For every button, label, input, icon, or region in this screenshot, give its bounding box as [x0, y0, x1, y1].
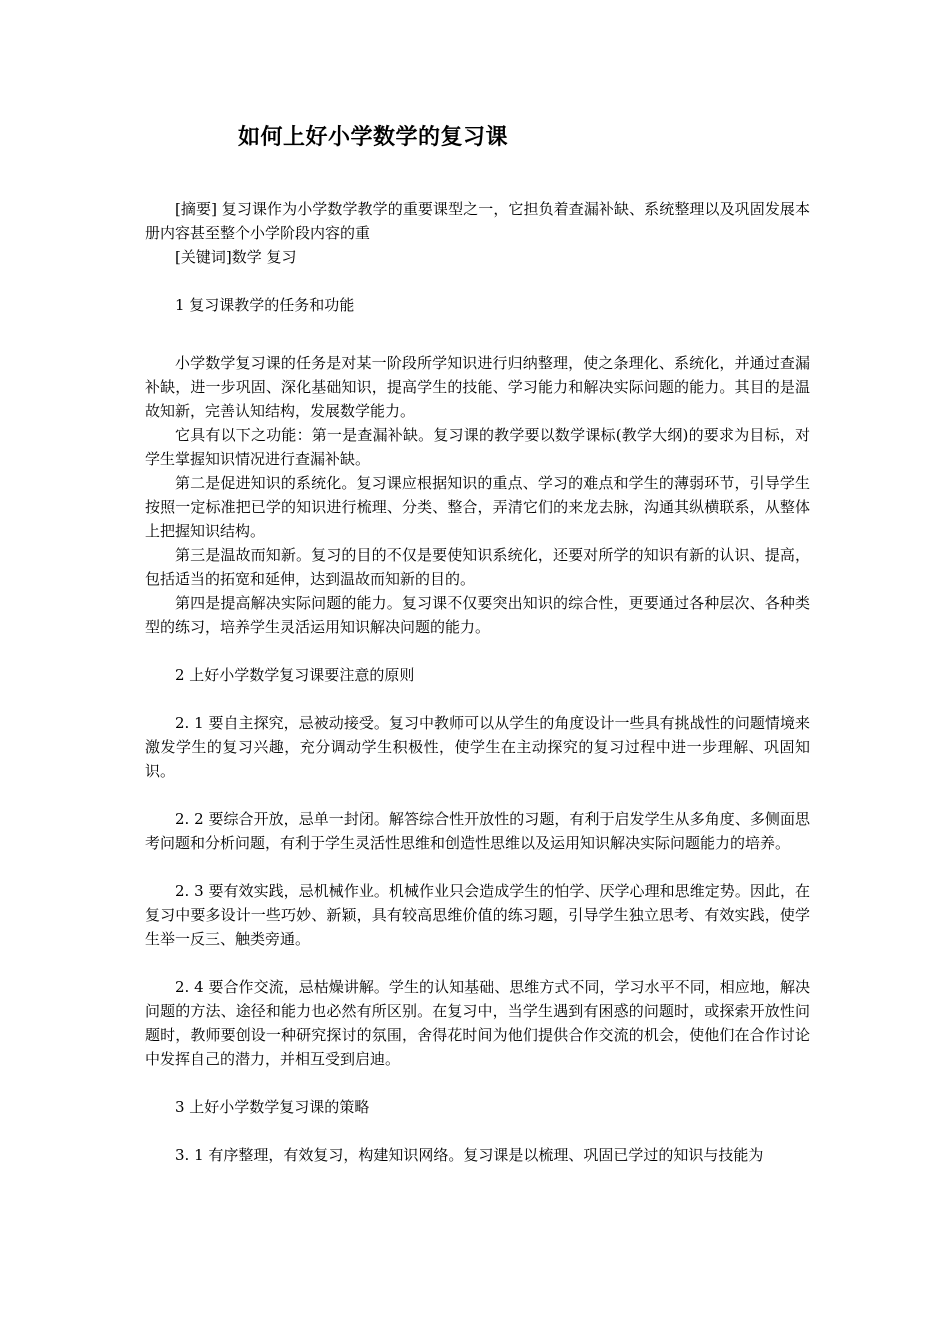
section-2-paragraph: 2. 4 要合作交流，忌枯燥讲解。学生的认知基础、思维方式不同，学习水平不同，相应地，解决问题的方法、途径和能力也必然有所区别。在复习中，当学生遇到有困惑的问题时，或探索开放性问题时，教师要创设一种研究探讨的氛围，舍得花时间为他们提供合作交流的机会，使他们在合作讨论中发挥自己的潜力，并相互受到启迪。 [145, 978, 810, 1068]
spacer [145, 1119, 810, 1143]
section-1-paragraph: 它具有以下之功能：第一是查漏补缺。复习课的教学要以数学课标(教学大纲)的要求为目标，对学生掌握知识情况进行查漏补缺。 [145, 426, 810, 468]
abstract-paragraph: [摘要] 复习课作为小学数学教学的重要课型之一，它担负着查漏补缺、系统整理以及巩固发展本册内容甚至整个小学阶段内容的重 [145, 200, 810, 242]
spacer [145, 687, 810, 711]
document-title: 如何上好小学数学的复习课 [238, 124, 509, 150]
section-1-paragraph: 第四是提高解决实际问题的能力。复习课不仅要突出知识的综合性，更要通过各种层次、各种类型的练习，培养学生灵活运用知识解决问题的能力。 [145, 594, 810, 636]
document-body [145, 197, 810, 1167]
keywords-line: [关键词]数学 复习 [175, 248, 297, 266]
section-2-heading: 2 上好小学数学复习课要注意的原则 [175, 666, 415, 684]
section-1-paragraph: 第二是促进知识的系统化。复习课应根据知识的重点、学习的难点和学生的薄弱环节，引导学生按照一定标准把已学的知识进行梳理、分类、整合，弄清它们的来龙去脉，沟通其纵横联系，从整体上把握知识结构。 [145, 474, 810, 540]
section-2-paragraph: 2. 3 要有效实践，忌机械作业。机械作业只会造成学生的怕学、厌学心理和思维定势。因此，在复习中要多设计一些巧妙、新颖，具有较高思维价值的练习题，引导学生独立思考、有效实践，使学生举一反三、触类旁通。 [145, 882, 810, 948]
spacer [145, 783, 810, 807]
section-1-paragraph: 小学数学复习课的任务是对某一阶段所学知识进行归纳整理，使之条理化、系统化，并通过查漏补缺，进一步巩固、深化基础知识，提高学生的技能、学习能力和解决实际问题的能力。其目的是温故知新，完善认知结构，发展数学能力。 [145, 354, 810, 420]
section-1-heading: 1 复习课教学的任务和功能 [175, 296, 355, 314]
spacer [145, 317, 810, 341]
section-2-paragraph: 2. 2 要综合开放，忌单一封闭。解答综合性开放性的习题，有利于启发学生从多角度、多侧面思考问题和分析问题，有利于学生灵活性思维和创造性思维以及运用知识解决实际问题能力的培养。 [145, 810, 810, 852]
section-3-paragraph: 3. 1 有序整理，有效复习，构建知识网络。复习课是以梳理、巩固已学过的知识与技能为 [175, 1146, 764, 1164]
spacer [145, 1071, 810, 1095]
section-3-heading: 3 上好小学数学复习课的策略 [175, 1098, 370, 1116]
spacer [145, 269, 810, 293]
spacer [145, 639, 810, 663]
section-2-paragraph: 2. 1 要自主探究，忌被动接受。复习中教师可以从学生的角度设计一些具有挑战性的问题情境来激发学生的复习兴趣，充分调动学生积极性，使学生在主动探究的复习过程中进一步理解、巩固知识。 [145, 714, 810, 780]
spacer [145, 951, 810, 975]
spacer [145, 855, 810, 879]
section-1-paragraph: 第三是温故而知新。复习的目的不仅是要使知识系统化，还要对所学的知识有新的认识、提高，包括适当的拓宽和延伸，达到温故而知新的目的。 [145, 546, 810, 588]
